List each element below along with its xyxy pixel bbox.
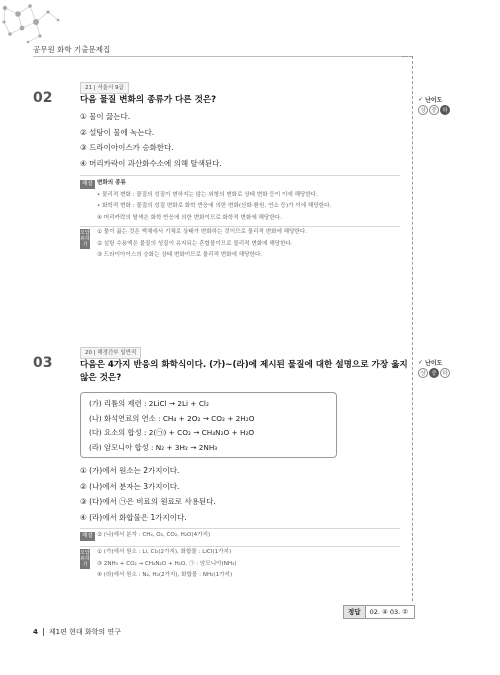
difficulty-marker: ✓ 난이도 상 중 하 [418, 358, 458, 378]
difficulty-check-icon: ✓ [418, 96, 424, 103]
explanation-line: ④ 머리카락의 탈색은 화학 반응에 의한 변화이므로 화학적 변화에 해당한다. [97, 214, 282, 221]
answer-tag: 정답 [344, 606, 366, 618]
option-2[interactable]: ② (나)에서 분자는 3가지이다. [80, 481, 180, 491]
margin-dashed-line [412, 56, 413, 601]
footer-separator [43, 628, 44, 636]
option-1[interactable]: ① 물이 끓는다. [80, 112, 131, 121]
page-number: 4 [33, 628, 38, 636]
explanation-line: • 물리적 변화 : 물질의 성질이 변하지는 않는 외형의 변화로 상태 변화 등이 이에 해당한다. [97, 191, 318, 198]
difficulty-check-icon: ✓ [418, 359, 424, 366]
difficulty-mid[interactable]: 중 [429, 368, 439, 378]
question-text-line: 않은 것은? [80, 373, 122, 383]
explanation-label: 해설 [82, 181, 93, 187]
option-3[interactable]: ③ (다)에서 ㉠은 비료의 원료로 사용된다. [80, 497, 216, 506]
wrong-answer-notes [97, 547, 237, 582]
section-divider [80, 175, 400, 176]
difficulty-high[interactable]: 상 [418, 368, 428, 378]
wrong-answer-label: 오답 피하기 [80, 550, 90, 568]
page-footer [33, 627, 121, 637]
question-source: 20 | 해경간부 일반직 [80, 347, 141, 359]
reaction-box [80, 392, 337, 458]
option-2[interactable]: ② 설탕이 물에 녹는다. [80, 127, 155, 137]
difficulty-low[interactable]: 하 [440, 368, 450, 378]
explanation-line: ② (나)에서 분자 : CH₄, O₂, CO₂, H₂O(4가지) [97, 532, 211, 538]
question-text: 다음 물질 변화의 종류가 다른 것은? [80, 95, 217, 105]
wrong-answer-line: ① (가)에서 원소 : Li, Cl₂(2가지), 화합물 : LiCl(1가지) [97, 549, 232, 555]
explanation [97, 178, 331, 224]
difficulty-marker: ✓ 난이도 상 중 하 [418, 95, 458, 115]
wrong-answer-line: ① 물이 끓는 것은 액체에서 기체로 상태가 변화하는 것이므로 물리적 변화에 해당한다. [97, 229, 308, 235]
wrong-answer-line: ② 설탕 수용액은 물질의 성질이 유지되는 혼합물이므로 물리적 변화에 해당한다. [97, 240, 293, 247]
chapter-title: 제1편 현대 화학의 연구 [48, 628, 121, 636]
option-list [80, 463, 216, 525]
wrong-answer-label: 오답 피하기 [80, 230, 90, 248]
explanation-label: 해설 [82, 533, 93, 539]
wrong-answer-line: ③ 드라이아이스의 승화는 상태 변화이므로 물리적 변화에 해당한다. [97, 252, 263, 258]
reaction-line: (라) 암모니아 합성 : N₂ + 3H₂ → 2NH₃ [89, 442, 218, 452]
option-4[interactable]: ④ 머리카락이 과산화수소에 의해 탈색된다. [80, 158, 222, 168]
wrong-answer-notes [97, 227, 307, 262]
reaction-line: (가) 리튬의 제련 : 2LiCl → 2Li + Cl₂ [89, 399, 209, 408]
answer-value: 02. ④ 03. ② [369, 608, 409, 616]
answer-key [343, 605, 415, 619]
option-3[interactable]: ③ 드라이아이스가 승화한다. [80, 143, 174, 152]
question-number: 03 [33, 355, 53, 371]
wrong-answer-line: ③ 2NH₃ + CO₂ → CH₄N₂O + H₂O, ㉠ : 암모니아(NH₃) [97, 560, 237, 567]
question-number: 02 [33, 90, 53, 106]
book-title: 공무원 화학 기출문제집 [33, 45, 111, 54]
explanation-title: 변화의 종류 [97, 180, 126, 186]
question-text [80, 359, 408, 385]
difficulty-low[interactable]: 하 [440, 105, 450, 115]
option-list [80, 109, 222, 171]
question-text-line: 다음은 4가지 반응의 화학식이다. (가)~(라)에 제시된 물질에 대한 설명으로 가장 옳지 [80, 360, 408, 370]
header-divider [33, 56, 408, 57]
explanation-line: • 화학적 변화 : 물질의 성질 변화로 화학 반응에 의한 변화(산화·환원, 연소 등)가 이에 해당한다. [97, 203, 332, 209]
difficulty-mid[interactable]: 중 [429, 105, 439, 115]
wrong-answer-line: ④ (라)에서 원소 : N₂, H₂(2가지), 화합물 : NH₃(1가지) [97, 572, 233, 578]
option-1[interactable]: ① (가)에서 원소는 2가지이다. [80, 466, 180, 475]
margin-dashed-corner [402, 56, 412, 57]
reaction-line: (나) 화석연료의 연소 : CH₄ + 2O₂ → CO₂ + 2H₂O [89, 413, 255, 423]
section-divider [80, 528, 400, 529]
reaction-line: (다) 요소의 합성 : 2(㉠) + CO₂ → CH₄N₂O + H₂O [89, 428, 255, 437]
difficulty-high[interactable]: 상 [418, 105, 428, 115]
question-source: 21 | 서울시 9급 [80, 82, 129, 94]
option-4[interactable]: ④ (라)에서 화합물은 1가지이다. [80, 512, 187, 522]
